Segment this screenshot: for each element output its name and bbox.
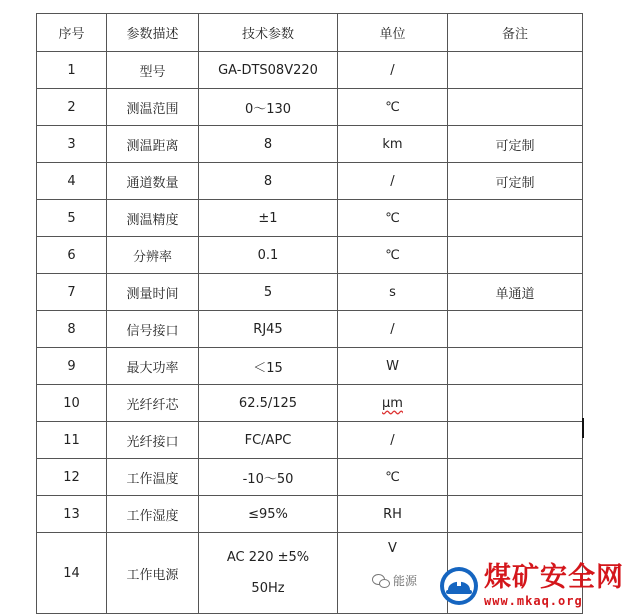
cell-desc: 型号 — [107, 52, 199, 89]
brand-name: 煤矿安全网 — [484, 562, 624, 593]
cell-note: 可定制 — [448, 163, 583, 200]
table-row — [37, 311, 583, 348]
cell-param: -10～50 — [199, 459, 338, 496]
header-note: 备注 — [448, 14, 583, 52]
cell-note — [448, 459, 583, 496]
table-row — [37, 274, 583, 311]
cell-unit: ℃ — [338, 237, 448, 274]
cell-desc: 通道数量 — [107, 163, 199, 200]
cell-no: 1 — [37, 52, 107, 89]
text-cursor — [582, 418, 584, 438]
cell-note — [448, 52, 583, 89]
cell-param: 0～130 — [199, 89, 338, 126]
cell-unit: ℃ — [338, 459, 448, 496]
cell-note — [448, 422, 583, 459]
cell-desc: 工作湿度 — [107, 496, 199, 533]
cell-unit: ℃ — [338, 200, 448, 237]
header-param: 技术参数 — [199, 14, 338, 52]
cell-no: 4 — [37, 163, 107, 200]
cell-unit — [338, 385, 448, 422]
wechat-icon — [372, 573, 390, 589]
unit-volt: V — [388, 541, 397, 556]
cell-desc: 工作温度 — [107, 459, 199, 496]
param-line-frequency: 50Hz — [251, 581, 285, 596]
table-row — [37, 126, 583, 163]
cell-desc: 光纤接口 — [107, 422, 199, 459]
cell-no: 5 — [37, 200, 107, 237]
cell-unit: ℃ — [338, 89, 448, 126]
cell-desc: 光纤纤芯 — [107, 385, 199, 422]
cell-param: GA-DTS08V220 — [199, 52, 338, 89]
cell-desc: 分辨率 — [107, 237, 199, 274]
cell-unit: / — [338, 52, 448, 89]
cell-desc: 信号接口 — [107, 311, 199, 348]
table-row — [37, 200, 583, 237]
cell-no: 6 — [37, 237, 107, 274]
param-line-voltage: AC 220 ±5% — [226, 550, 310, 565]
cell-param: 5 — [199, 274, 338, 311]
cell-no: 14 — [37, 533, 107, 614]
cell-unit: / — [338, 311, 448, 348]
helmet-logo-icon — [439, 566, 479, 606]
brand — [484, 562, 624, 608]
table-row — [37, 89, 583, 126]
cell-note: 单通道 — [448, 274, 583, 311]
table-row — [37, 163, 583, 200]
cell-param: FC/APC — [199, 422, 338, 459]
header-row — [37, 14, 583, 52]
cell-param: ≤95% — [199, 496, 338, 533]
cell-desc: 测量时间 — [107, 274, 199, 311]
cell-no: 9 — [37, 348, 107, 385]
cell-param: 62.5/125 — [199, 385, 338, 422]
wechat-label: 能源 — [393, 574, 418, 588]
cell-unit: RH — [338, 496, 448, 533]
cell-no: 10 — [37, 385, 107, 422]
spec-table — [36, 13, 583, 614]
table-row — [37, 385, 583, 422]
cell-param — [199, 533, 338, 614]
cell-no: 11 — [37, 422, 107, 459]
header-desc: 参数描述 — [107, 14, 199, 52]
cell-note — [448, 200, 583, 237]
cell-desc: 测温距离 — [107, 126, 199, 163]
cell-desc: 最大功率 — [107, 348, 199, 385]
cell-note — [448, 89, 583, 126]
table-row — [37, 237, 583, 274]
header-no: 序号 — [37, 14, 107, 52]
cell-note — [448, 348, 583, 385]
cell-note — [448, 385, 583, 422]
cell-param: 0.1 — [199, 237, 338, 274]
cell-unit: / — [338, 422, 448, 459]
cell-desc: 测温范围 — [107, 89, 199, 126]
unit-micrometer: μm — [382, 395, 403, 411]
cell-no: 7 — [37, 274, 107, 311]
cell-no: 13 — [37, 496, 107, 533]
table-row — [37, 496, 583, 533]
cell-param: ＜15 — [199, 348, 338, 385]
cell-unit: / — [338, 163, 448, 200]
cell-unit: s — [338, 274, 448, 311]
table-row — [37, 459, 583, 496]
cell-param: 8 — [199, 126, 338, 163]
cell-param: RJ45 — [199, 311, 338, 348]
cell-desc: 工作电源 — [107, 533, 199, 614]
cell-unit: W — [338, 348, 448, 385]
cell-note: 可定制 — [448, 126, 583, 163]
watermark — [372, 562, 624, 613]
header-unit: 单位 — [338, 14, 448, 52]
cell-note — [448, 311, 583, 348]
table-row — [37, 52, 583, 89]
table-row — [37, 348, 583, 385]
cell-note — [448, 237, 583, 274]
cell-desc: 测温精度 — [107, 200, 199, 237]
table-row — [37, 422, 583, 459]
cell-unit: km — [338, 126, 448, 163]
cell-no: 2 — [37, 89, 107, 126]
brand-url: www.mkaq.org — [484, 594, 583, 608]
cell-no: 8 — [37, 311, 107, 348]
cell-param: 8 — [199, 163, 338, 200]
cell-no: 3 — [37, 126, 107, 163]
wechat-label-group — [372, 572, 417, 589]
cell-param: ±1 — [199, 200, 338, 237]
cell-no: 12 — [37, 459, 107, 496]
cell-note — [448, 496, 583, 533]
